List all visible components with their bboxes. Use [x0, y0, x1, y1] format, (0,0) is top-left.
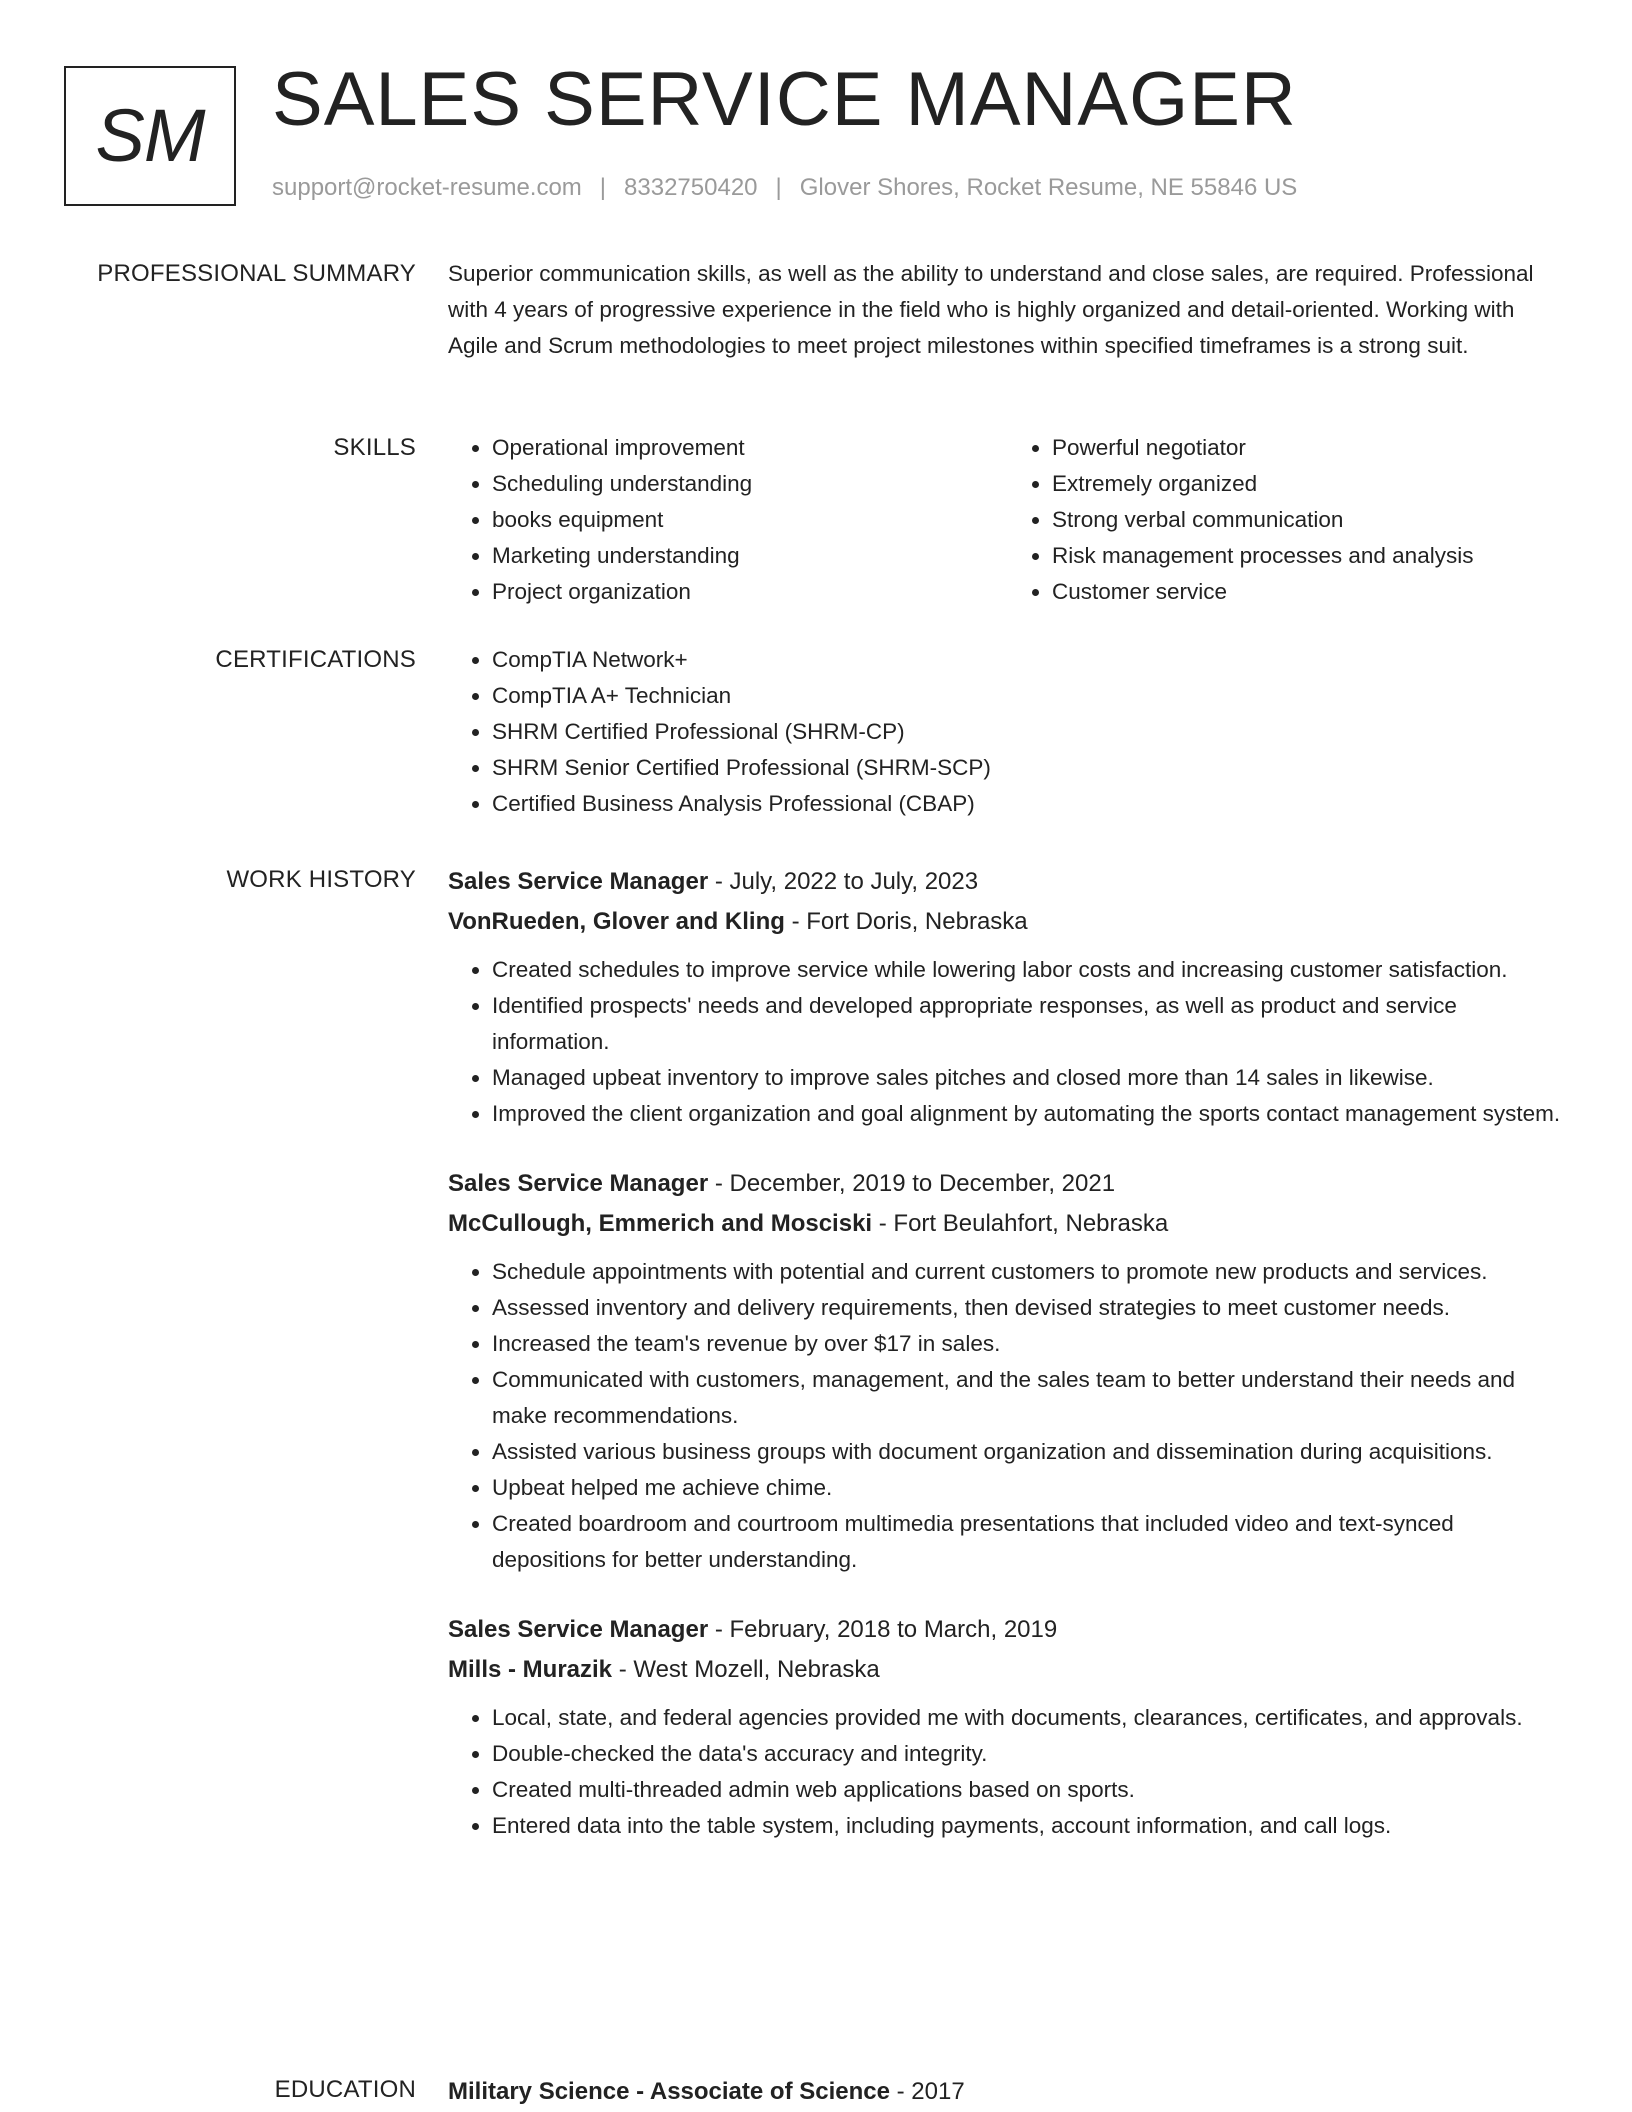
job-company-line	[448, 902, 1568, 942]
section-title-summary: PROFESSIONAL SUMMARY	[97, 260, 416, 287]
list-item: • Improved the client organization and goal alignment by automating the sports contact management system.	[492, 1096, 1568, 1132]
list-item: • Customer service	[1052, 574, 1568, 610]
work-history-body	[448, 862, 1568, 1844]
certifications-list	[448, 642, 1568, 822]
list-item: • CompTIA Network+	[492, 642, 1568, 678]
job-entry	[448, 1610, 1568, 1844]
skills-list-right	[1008, 430, 1568, 610]
list-item: • Scheduling understanding	[492, 466, 1008, 502]
section-title-work-history: WORK HISTORY	[226, 866, 416, 893]
summary-text: Superior communication skills, as well as the ability to understand and close sales, are required. Professional with 4 years of progressive experience in the field who is highly organized and detail-oriented. Working with Agile and Scrum methodologies to meet project milestones within specified timeframes is a strong suit.	[448, 261, 1534, 358]
skills-body	[448, 430, 1568, 610]
list-item: • Increased the team's revenue by over $17 in sales.	[492, 1326, 1568, 1362]
contact-separator: |	[599, 174, 607, 201]
contact-line	[272, 174, 1297, 202]
list-item: • books equipment	[492, 502, 1008, 538]
job-dates: - December, 2019 to December, 2021	[708, 1170, 1116, 1197]
job-location: - Fort Doris, Nebraska	[784, 908, 1028, 935]
contact-separator: |	[775, 174, 782, 201]
job-bullets	[448, 1254, 1568, 1578]
list-item: • Assisted various business groups with document organization and dissemination during acquisitions.	[492, 1434, 1568, 1470]
list-item: • Upbeat helped me achieve chime.	[492, 1470, 1568, 1506]
job-role-line	[448, 1610, 1568, 1650]
job-dates: - February, 2018 to March, 2019	[708, 1616, 1058, 1643]
list-item: • Managed upbeat inventory to improve sales pitches and closed more than 14 sales in likewise.	[492, 1060, 1568, 1096]
education-line	[448, 2072, 1568, 2112]
list-item: • Double-checked the data's accuracy and integrity.	[492, 1736, 1568, 1772]
job-bullets	[448, 952, 1568, 1132]
list-item: • Risk management processes and analysis	[1052, 538, 1568, 574]
list-item: • CompTIA A+ Technician	[492, 678, 1568, 714]
list-item: • Strong verbal communication	[1052, 502, 1568, 538]
list-item: • Created multi-threaded admin web applications based on sports.	[492, 1772, 1568, 1808]
section-title-certifications: CERTIFICATIONS	[215, 646, 416, 673]
list-item: • SHRM Senior Certified Professional (SHRM-SCP)	[492, 750, 1568, 786]
skills-list-left	[448, 430, 1008, 610]
contact-email[interactable]: support@rocket-resume.com	[272, 174, 582, 201]
list-item: • Operational improvement	[492, 430, 1008, 466]
list-item: • Created boardroom and courtroom multimedia presentations that included video and text-synced depositions for better understanding.	[492, 1506, 1568, 1578]
list-item: • Entered data into the table system, including payments, account information, and call logs.	[492, 1808, 1568, 1844]
list-item: • Marketing understanding	[492, 538, 1008, 574]
list-item: • Communicated with customers, management, and the sales team to better understand their needs and make recommendations.	[492, 1362, 1568, 1434]
certifications-body	[448, 642, 1568, 822]
summary-body	[448, 256, 1568, 364]
job-location: - Fort Beulahfort, Nebraska	[872, 1210, 1169, 1237]
job-company: VonRueden, Glover and Kling	[448, 908, 785, 935]
job-entry	[448, 862, 1568, 1132]
list-item: • Created schedules to improve service while lowering labor costs and increasing customer satisfaction.	[492, 952, 1568, 988]
section-title-education: EDUCATION	[274, 2076, 416, 2103]
list-item: • Powerful negotiator	[1052, 430, 1568, 466]
job-role-line	[448, 1164, 1568, 1204]
job-location: - West Mozell, Nebraska	[612, 1656, 880, 1683]
education-year: - 2017	[889, 2078, 965, 2105]
list-item: • Identified prospects' needs and developed appropriate responses, as well as product and service information.	[492, 988, 1568, 1060]
list-item: • Extremely organized	[1052, 466, 1568, 502]
skills-grid	[448, 430, 1568, 610]
monogram-box	[64, 66, 236, 206]
job-dates: - July, 2022 to July, 2023	[708, 868, 979, 895]
list-item: • Certified Business Analysis Professional (CBAP)	[492, 786, 1568, 822]
list-item: • Schedule appointments with potential and current customers to promote new products and services.	[492, 1254, 1568, 1290]
job-role: Sales Service Manager	[448, 868, 709, 895]
job-role: Sales Service Manager	[448, 1616, 709, 1643]
job-company: Mills - Murazik	[448, 1656, 613, 1683]
list-item: • SHRM Certified Professional (SHRM-CP)	[492, 714, 1568, 750]
section-title-skills: SKILLS	[333, 434, 416, 461]
education-body	[448, 2072, 1568, 2112]
job-entry	[448, 1164, 1568, 1578]
monogram-initials: SM	[95, 94, 205, 177]
page-title: SALES SERVICE MANAGER	[272, 57, 1297, 142]
education-degree: Military Science - Associate of Science	[448, 2078, 890, 2105]
list-item: • Local, state, and federal agencies provided me with documents, clearances, certificates, and approvals.	[492, 1700, 1568, 1736]
job-company: McCullough, Emmerich and Mosciski	[448, 1210, 873, 1237]
job-role: Sales Service Manager	[448, 1170, 709, 1197]
job-company-line	[448, 1650, 1568, 1690]
job-role-line	[448, 862, 1568, 902]
job-bullets	[448, 1700, 1568, 1844]
list-item: • Assessed inventory and delivery requirements, then devised strategies to meet customer needs.	[492, 1290, 1568, 1326]
contact-address: Glover Shores, Rocket Resume, NE 55846 US	[799, 174, 1298, 201]
job-company-line	[448, 1204, 1568, 1244]
list-item: • Project organization	[492, 574, 1008, 610]
contact-phone[interactable]: 8332750420	[624, 174, 758, 201]
